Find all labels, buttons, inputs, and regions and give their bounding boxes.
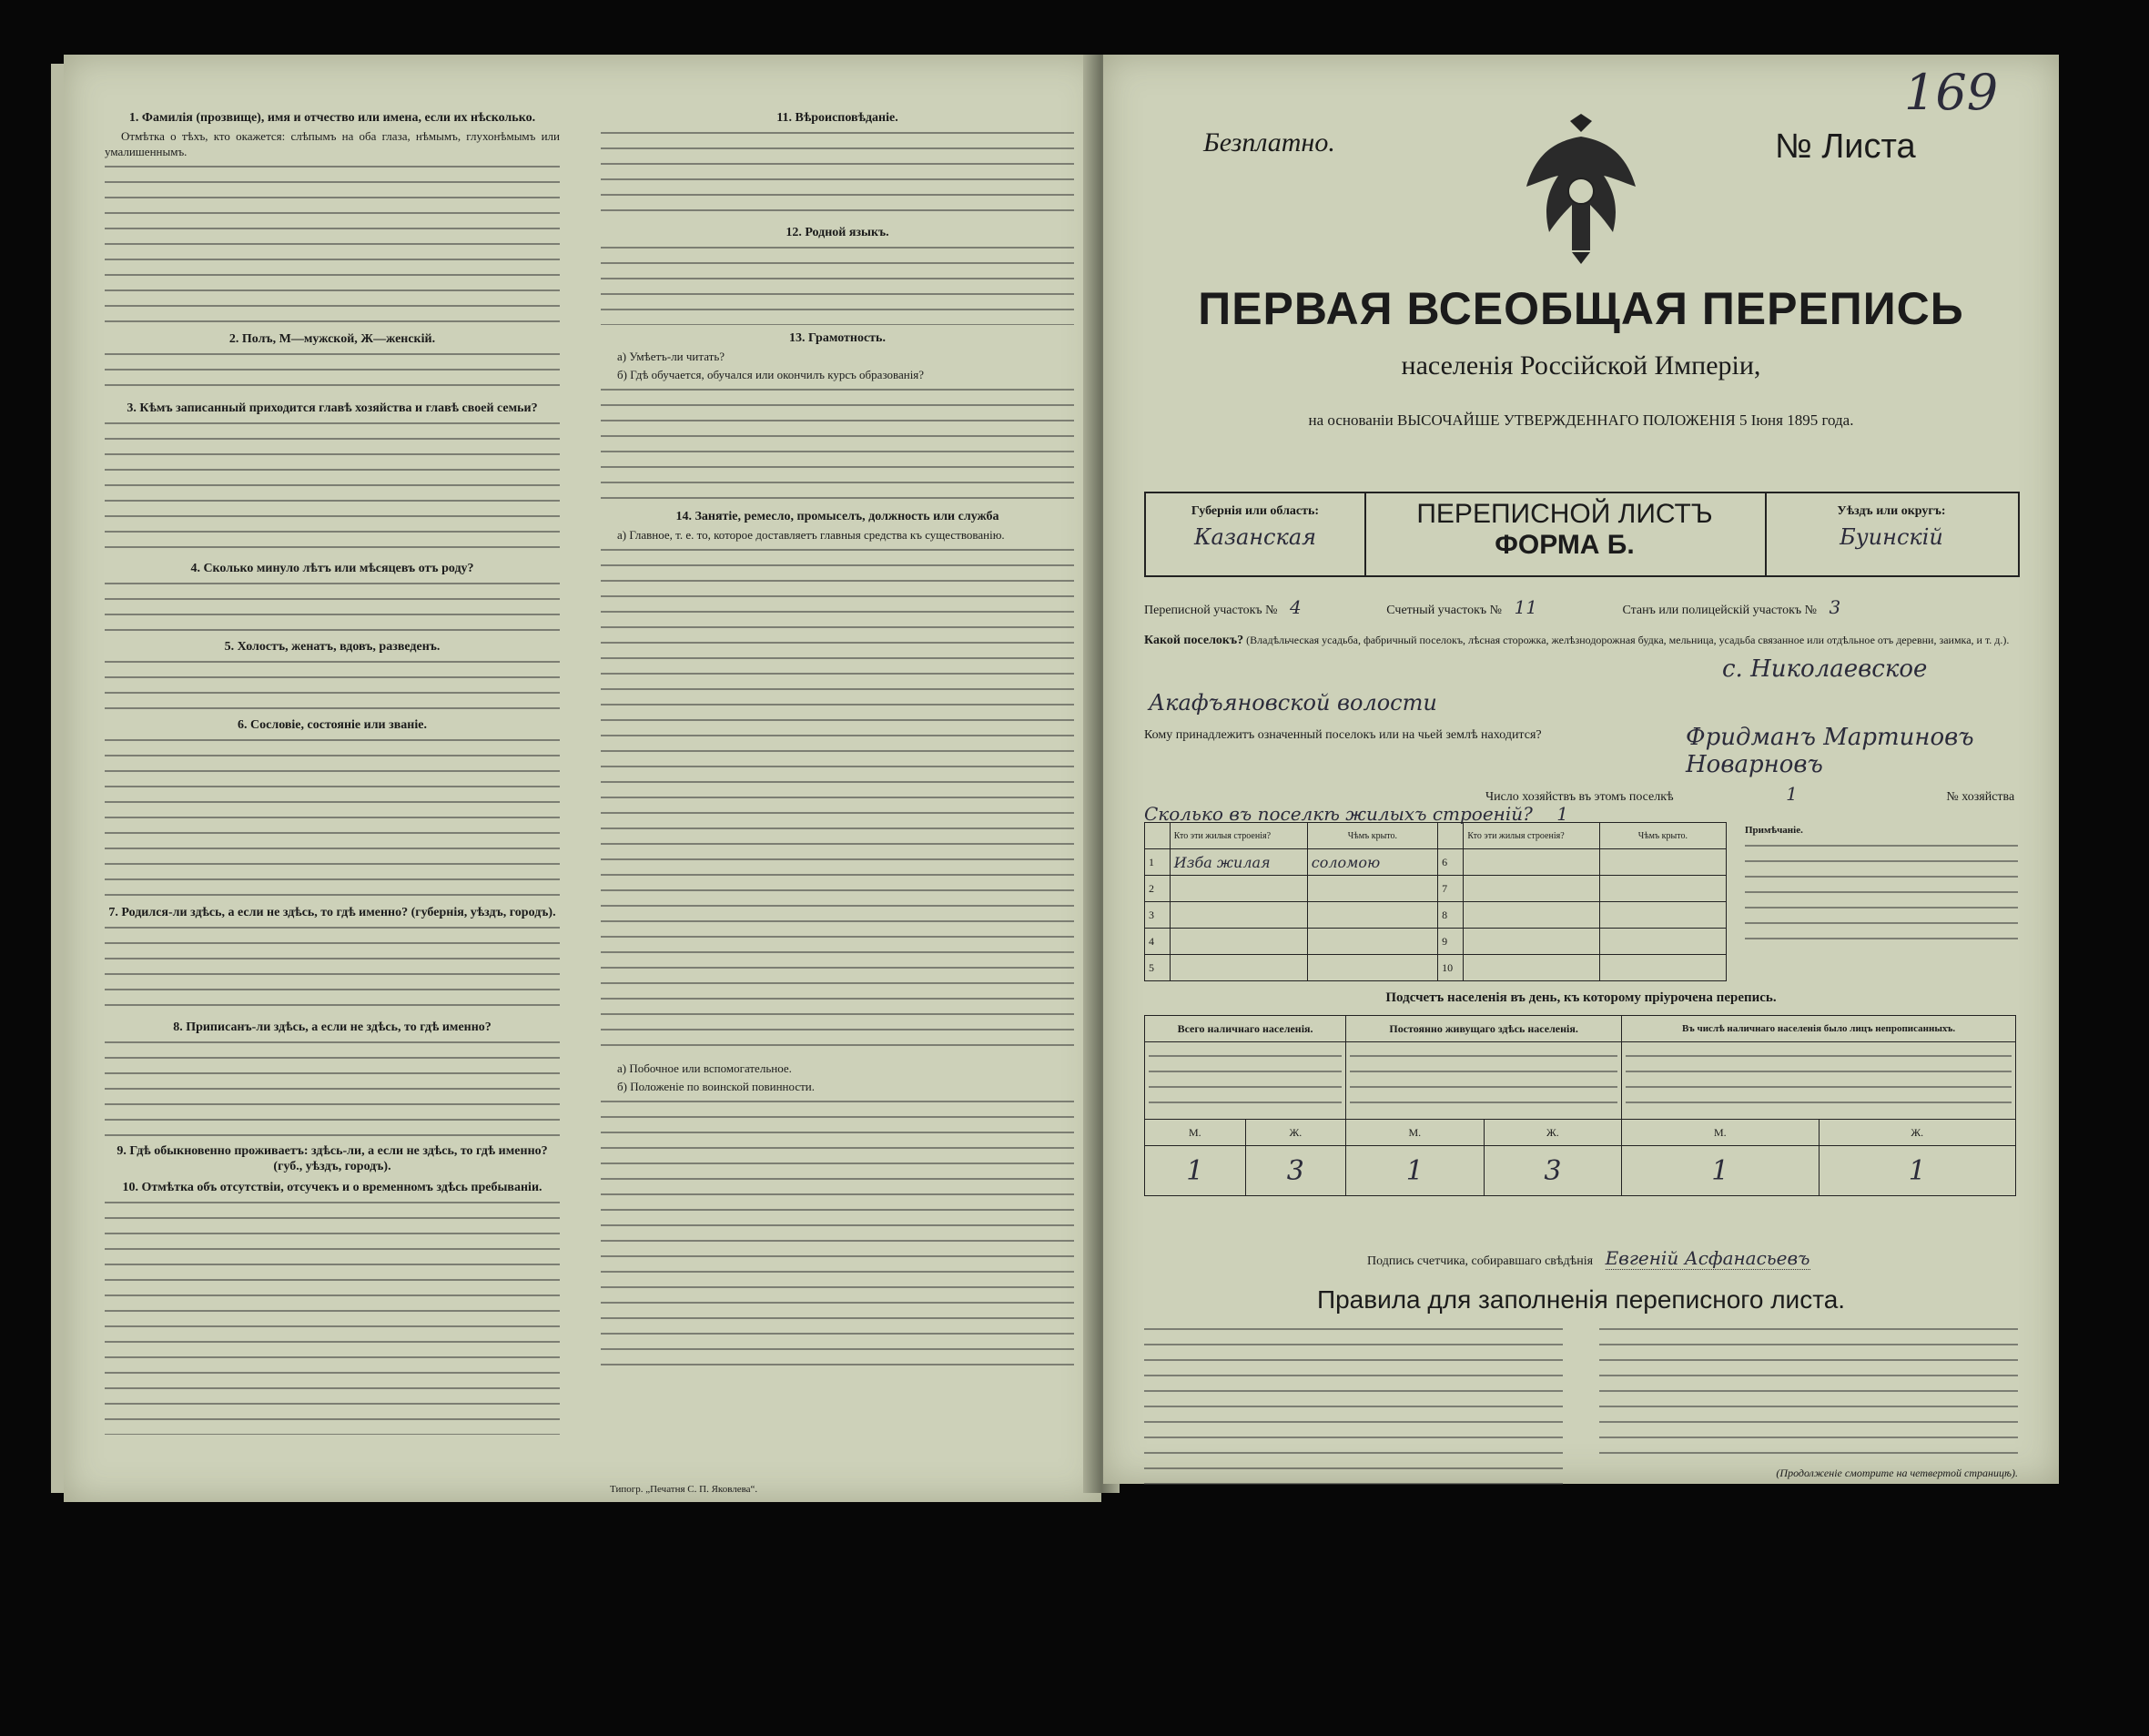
- signature-row: [1367, 1247, 1810, 1269]
- form-type: ФОРМА Б.: [1495, 530, 1635, 560]
- instructions-column-1: [105, 105, 560, 1470]
- buildings-type-header: Кто эти жилыя строенія?: [1170, 823, 1307, 849]
- free-label: Безплатно.: [1203, 127, 1335, 157]
- left-page: [64, 55, 1101, 1502]
- section-note: Отмѣтка о тѣхъ, кто окажется: слѣпымъ на оба глаза, нѣмымъ, глухонѣмымъ или умалишеннымъ.: [105, 129, 560, 158]
- sub-item: а) Побочное или вспомогательное.: [617, 1061, 792, 1075]
- row-number: 9: [1438, 929, 1464, 955]
- form-label: ПЕРЕПИСНОЙ ЛИСТЪ: [1416, 499, 1713, 529]
- count-value: 1: [1622, 1146, 1819, 1196]
- district-value: Буинскій: [1840, 524, 1943, 550]
- section-title: 1. Фамилія (прозвище), имя и отчество или имена, если их нѣсколько.: [128, 111, 536, 125]
- roof-header: Чѣмъ крыто.: [1307, 823, 1437, 849]
- roof-value: соломою: [1307, 849, 1437, 876]
- counting-plot-label: Счетный участокъ №: [1386, 604, 1502, 617]
- building-type-value: Изба жилая: [1170, 849, 1307, 876]
- buildings-value: 1: [1556, 803, 1568, 825]
- buildings-type-header: Кто эти жилыя строенія?: [1464, 823, 1599, 849]
- sub-item: а) Главное, т. е. то, которое доставляетъ главныя средства къ существованію.: [617, 528, 1005, 542]
- police-district-label: Станъ или полицейскій участокъ №: [1622, 604, 1817, 617]
- roof-header: Чѣмъ крыто.: [1599, 823, 1726, 849]
- section-title: 9. Гдѣ обыкновенно проживаетъ: здѣсь-ли, а если не здѣсь, то гдѣ именно? (губ., уѣздъ, городъ).: [117, 1144, 548, 1173]
- households-label: Число хозяйствъ въ этомъ поселкѣ: [1485, 790, 1674, 804]
- rules-column-2: [1599, 1325, 2018, 1482]
- census-subtitle: населенія Россійской Имперіи,: [1401, 350, 1761, 381]
- section-title: 11. Вѣроисповѣданіе.: [776, 111, 898, 125]
- handwritten-sheet-number: 169: [1904, 64, 1999, 121]
- households-row: [1485, 783, 2014, 805]
- settlement-value-1: с. Николаевское: [1722, 655, 1928, 683]
- buildings-label: Сколько въ поселкѣ жилыхъ строеній?: [1144, 803, 1533, 825]
- owner-value: Фридманъ Мартиновъ Новарновъ: [1686, 724, 1974, 778]
- settlement-label: Какой поселокъ?: [1144, 634, 1244, 647]
- sub-item: б) Гдѣ обучается, обучался или окончилъ курсъ образованія?: [617, 368, 925, 381]
- settlement-row: [1144, 633, 2018, 648]
- section-title: 12. Родной языкъ.: [786, 226, 889, 239]
- rules-title: Правила для заполненія переписного листа.: [1316, 1285, 1846, 1314]
- section-title: 3. Кѣмъ записанный приходится главѣ хозяйства и главѣ своей семьи?: [127, 401, 538, 415]
- female-header: Ж.: [1484, 1120, 1622, 1146]
- sub-item: а) Умѣетъ-ли читать?: [617, 350, 725, 363]
- count-value: 1: [1145, 1146, 1246, 1196]
- census-title: ПЕРВАЯ ВСЕОБЩАЯ ПЕРЕПИСЬ: [1198, 283, 1964, 334]
- count-header-permanent: Постоянно живущаго здѣсь населенія.: [1346, 1016, 1622, 1042]
- row-number: 2: [1145, 876, 1171, 902]
- census-plot-value: 4: [1290, 596, 1302, 618]
- census-plot-label: Переписной участокъ №: [1144, 604, 1278, 617]
- count-title: Подсчетъ населенія въ день, къ которому пріурочена перепись.: [1385, 990, 1777, 1005]
- printer-imprint: Типогр. „Печатня С. П. Яковлева“.: [610, 1484, 758, 1495]
- count-value: 3: [1245, 1146, 1346, 1196]
- double-headed-eagle-emblem: [1517, 114, 1645, 264]
- settlement-value-2: Акафъяновской волости: [1149, 690, 1437, 716]
- section-title: 5. Холостъ, женатъ, вдовъ, разведенъ.: [224, 640, 441, 654]
- district-label: Уѣздъ или округъ:: [1837, 504, 1946, 518]
- row-number: 1: [1145, 849, 1171, 876]
- continued-note: (Продолженіе смотрите на четвертой страницѣ).: [1776, 1467, 2018, 1479]
- count-header-total: Всего наличнаго населенія.: [1145, 1016, 1346, 1042]
- row-number: 10: [1438, 955, 1464, 981]
- province-label: Губернія или область:: [1191, 504, 1320, 518]
- section-title: 14. Занятіе, ремесло, промыселъ, должность или служба: [675, 510, 999, 523]
- sub-item: б) Положеніе по воинской повинности.: [617, 1080, 815, 1093]
- households-value: 1: [1786, 783, 1798, 805]
- census-plot-row: [1144, 596, 1840, 618]
- section-title: 6. Сословіе, состояніе или званіе.: [238, 718, 427, 732]
- row-number: 4: [1145, 929, 1171, 955]
- owner-label: Кому принадлежитъ означенный поселокъ или на чьей землѣ находится?: [1144, 728, 1542, 742]
- section-title: 8. Приписанъ-ли здѣсь, а если не здѣсь, то гдѣ именно?: [173, 1020, 492, 1034]
- section-title: 7. Родился-ли здѣсь, а если не здѣсь, то гдѣ именно? (губернія, уѣздъ, городъ).: [108, 906, 556, 919]
- female-header: Ж.: [1245, 1120, 1346, 1146]
- settlement-note: (Владѣльческая усадьба, фабричный поселокъ, лѣсная сторожка, желѣзнодорожная будка, мельница, усадьба связанное или отдѣльное отъ деревни, заимка, и т. д.).: [1246, 634, 2010, 646]
- count-header-unregistered: Въ числѣ наличнаго населенія было лицъ непрописанныхъ.: [1622, 1016, 2016, 1042]
- male-header: М.: [1346, 1120, 1485, 1146]
- row-number: 8: [1438, 902, 1464, 929]
- male-header: М.: [1622, 1120, 1819, 1146]
- instructions-column-2: [601, 105, 1074, 1470]
- section-title: 2. Полъ, М—мужской, Ж—женскій.: [228, 332, 436, 346]
- row-number: 7: [1438, 876, 1464, 902]
- province-value: Казанская: [1193, 524, 1317, 550]
- count-value: 3: [1484, 1146, 1622, 1196]
- sheet-number-label: № Листа: [1775, 127, 1916, 166]
- rules-column-1: [1144, 1325, 1563, 1494]
- female-header: Ж.: [1819, 1120, 2015, 1146]
- footnote-label: Примѣчаніе.: [1745, 825, 1803, 836]
- police-district-value: 3: [1829, 596, 1841, 618]
- census-legal-basis: на основаніи ВЫСОЧАЙШЕ УТВЕРЖДЕННАГО ПОЛОЖЕНІЯ 5 Іюня 1895 года.: [1308, 411, 1854, 429]
- population-count-table: [1144, 1015, 2016, 1196]
- count-value: 1: [1346, 1146, 1485, 1196]
- row-number: 6: [1438, 849, 1464, 876]
- count-value: 1: [1819, 1146, 2015, 1196]
- counting-plot-value: 11: [1514, 596, 1537, 618]
- section-title: 4. Сколько минуло лѣтъ или мѣсяцевъ отъ роду?: [190, 562, 474, 575]
- signature-label: Подпись счетчика, собиравшаго свѣдѣнія: [1367, 1254, 1594, 1268]
- section-title: 10. Отмѣтка объ отсутствіи, отсучекъ и о временномъ здѣсь пребываніи.: [122, 1181, 542, 1194]
- male-header: М.: [1145, 1120, 1246, 1146]
- right-page: [1103, 55, 2059, 1484]
- household-number-label: № хозяйства: [1946, 790, 2015, 804]
- form-header-box: [1144, 492, 2020, 577]
- footnote: [1745, 824, 2018, 956]
- row-number: 3: [1145, 902, 1171, 929]
- buildings-table: [1144, 822, 1727, 981]
- row-number: 5: [1145, 955, 1171, 981]
- signature-value: Евгеній Асфанасьевъ: [1605, 1247, 1810, 1269]
- section-title: 13. Грамотность.: [789, 331, 886, 345]
